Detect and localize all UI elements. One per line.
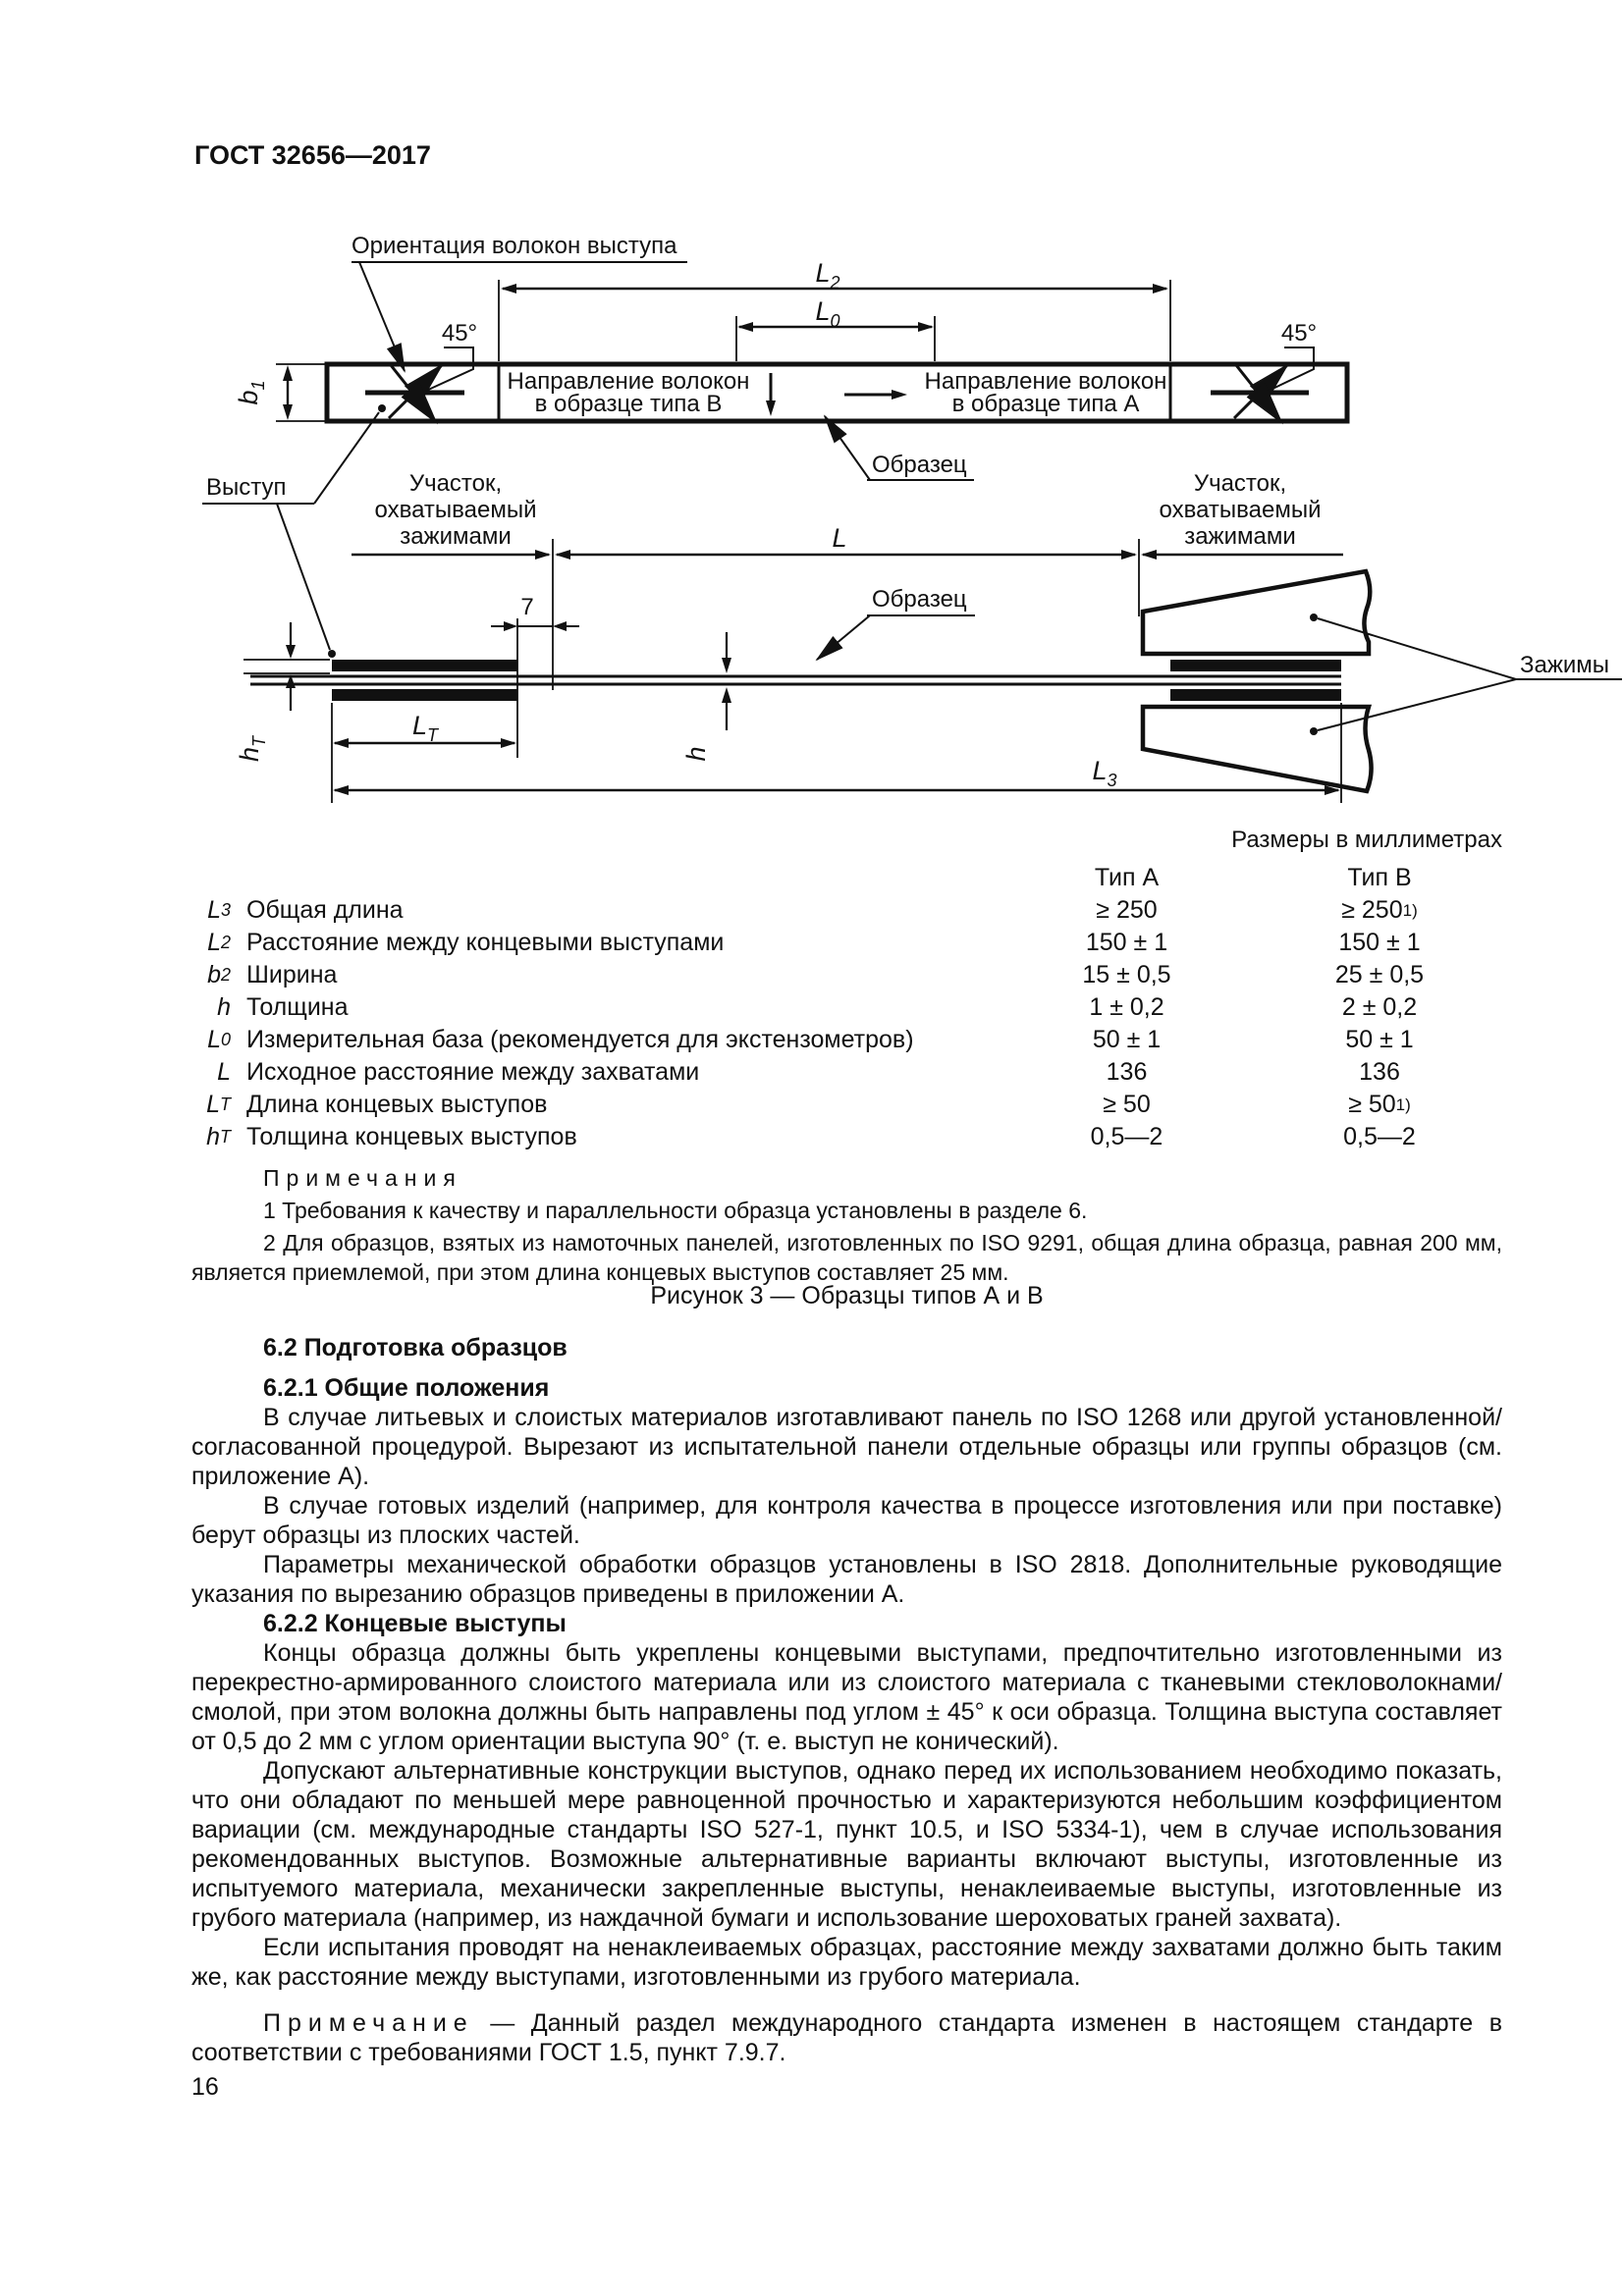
row-symbol: L 2 <box>207 929 231 956</box>
dim-7: 7 <box>520 594 534 620</box>
row-value-b: 136 <box>1359 1058 1400 1086</box>
tab-label: Выступ <box>206 474 287 501</box>
dim-L: L <box>832 523 847 553</box>
section-heading-6-2-2: 6.2.2 Концевые выступы <box>263 1610 567 1637</box>
page-number: 16 <box>191 2073 219 2101</box>
note-item: 2 Для образцов, взятых из намоточных панелей, изготовленных по ISO 9291, общая длина образца, равная 200 мм, является приемлемой, при этом длина концевых выступов составляет 25 мм. <box>191 1230 1502 1285</box>
dim-hT: $h_Т$ <box>235 735 269 763</box>
section-heading-6-2-1: 6.2.1 Общие положения <box>263 1374 550 1402</box>
row-symbol: h <box>217 993 231 1021</box>
note-text: — Данный раздел международного стандарта изменен в настоящем стандарте в соответствии с требованиями ГОСТ 1.5, пункт 7.9.7. <box>191 2009 1502 2066</box>
notes-title: Примечания <box>263 1165 462 1191</box>
body-text <box>191 1322 1502 2067</box>
row-value-a: ≥ 250 <box>1096 896 1158 924</box>
row-description: Ширина <box>246 961 338 988</box>
note-label: Примечание <box>263 2009 474 2037</box>
figure-notes <box>191 1163 1502 1287</box>
row-symbol: L 0 <box>207 1026 231 1053</box>
fiber-direction-type-b: Направление волокон в образце типа В <box>507 368 750 417</box>
dim-L3: $L_3$ <box>1092 756 1117 790</box>
column-header-type-a: Тип А <box>1094 864 1160 891</box>
dim-b1: $b_1$ <box>234 380 268 405</box>
paragraph: В случае готовых изделий (например, для контроля качества в процессе изготовления или при поставке) берут образцы из плоских частей. <box>191 1492 1502 1549</box>
dimensions-table <box>191 862 1527 1153</box>
row-symbol: L Т <box>206 1091 231 1118</box>
paragraph: В случае литьевых и слоистых материалов изготавливают панель по ISO 1268 или другой установленной/согласованной процедурой. Вырезают из испытательной панели отдельные образцы или группы образцов (см. приложение А). <box>191 1404 1502 1490</box>
dim-L0: $L_0$ <box>815 296 840 331</box>
section-note <box>191 2008 1502 2067</box>
row-value-a: 1 ± 0,2 <box>1089 993 1164 1021</box>
row-description: Расстояние между концевыми выступами <box>246 929 725 956</box>
row-description: Длина концевых выступов <box>246 1091 548 1118</box>
fiber-orientation-label: Ориентация волокон выступа <box>352 233 677 259</box>
row-description: Измерительная база (рекомендуется для экстензометров) <box>246 1026 914 1053</box>
row-symbol: L <box>217 1058 231 1086</box>
row-value-b: 25 ± 0,5 <box>1334 961 1425 988</box>
row-value-b: 0,5—2 <box>1343 1123 1416 1150</box>
specimen-label-plan: Образец <box>872 452 967 478</box>
paragraph: Концы образца должны быть укреплены концевыми выступами, предпочтительно изготовленными из перекрестно-армированного слоистого материала или из слоистого материала с тканевыми стекловолокнами/смолой, при этом волокна должны быть направлены под углом ± 45° к оси образца. Толщина выступа составляет от 0,5 до 2 мм с углом ориентации выступа 90° (т. е. выступ не конический). <box>191 1639 1502 1755</box>
page-header: ГОСТ 32656—2017 <box>194 140 431 170</box>
angle-label-left: 45° <box>441 320 478 347</box>
tab-fiber-cross-right <box>1211 347 1314 422</box>
paragraph: Если испытания проводят на ненаклеиваемых образцах, расстояние между захватами должно быть таким же, как расстояние между выступами, изготовленными из грубого материала. <box>191 1934 1502 1991</box>
row-value-b: 50 ± 1 <box>1345 1026 1414 1053</box>
row-description: Исходное расстояние между захватами <box>246 1058 700 1086</box>
side-view <box>243 539 1622 803</box>
row-symbol: b 2 <box>207 961 231 988</box>
units-note: Размеры в миллиметрах <box>1231 827 1502 853</box>
figure-caption: Рисунок 3 — Образцы типов А и В <box>650 1282 1044 1309</box>
figure-3-diagram <box>0 0 1623 815</box>
row-value-a: 15 ± 0,5 <box>1082 961 1171 988</box>
row-description: Толщина <box>246 993 349 1021</box>
row-description: Общая длина <box>246 896 404 924</box>
section-heading-6-2: 6.2 Подготовка образцов <box>263 1334 568 1362</box>
row-symbol: L 3 <box>207 896 231 924</box>
column-header-type-b: Тип В <box>1347 864 1412 891</box>
clamps-label: Зажимы <box>1520 652 1610 678</box>
specimen-bar <box>327 364 1347 421</box>
grip-zone-label-left: Участок, охватываемый зажимами <box>374 470 537 550</box>
row-value-a: 0,5—2 <box>1090 1123 1163 1150</box>
specimen-label-side: Образец <box>872 586 967 613</box>
angle-label-right: 45° <box>1280 320 1318 347</box>
dim-L2: $L_2$ <box>815 258 840 293</box>
row-value-a: 50 ± 1 <box>1092 1026 1162 1053</box>
clamp-upper <box>1143 571 1370 654</box>
clamp-lower <box>1143 707 1372 791</box>
row-value-b: ≥ 50 1) <box>1348 1091 1411 1118</box>
row-value-b: 150 ± 1 <box>1338 929 1421 956</box>
row-value-a: 136 <box>1106 1058 1148 1086</box>
grip-zone-label-right: Участок, охватываемый зажимами <box>1159 470 1322 550</box>
row-value-b: ≥ 250 1) <box>1341 896 1418 924</box>
paragraph: Допускают альтернативные конструкции выступов, однако перед их использованием необходимо показать, что они обладают по меньшей мере равноценной прочностью и характеризуются небольшим коэффициентом вариации (см. международные стандарты ISO 527-1, пункт 10.5, и ISO 5334-1), чем в случае использования рекомендованных выступов. Возможные альтернативные варианты включают выступы, изготовленные из испытуемого материала, механически закрепленные выступы, ненаклеиваемые выступы, изготовленные из грубого материала (например, из наждачной бумаги и использование шероховатых граней захвата). <box>191 1757 1502 1932</box>
dim-h: h <box>681 746 711 762</box>
plan-view <box>202 262 1347 658</box>
row-symbol: h Т <box>206 1123 231 1150</box>
row-description: Толщина концевых выступов <box>246 1123 577 1150</box>
row-value-a: 150 ± 1 <box>1085 929 1168 956</box>
row-value-b: 2 ± 0,2 <box>1341 993 1418 1021</box>
row-value-a: ≥ 50 <box>1103 1091 1151 1118</box>
dim-LT: $L_Т$ <box>411 711 439 745</box>
note-item: 1 Требования к качеству и параллельности образца установлены в разделе 6. <box>263 1198 1088 1223</box>
fiber-direction-type-a: Направление волокон в образце типа А <box>924 368 1167 417</box>
paragraph: Параметры механической обработки образцов установлены в ISO 2818. Дополнительные руководящие указания по вырезанию образцов приведены в приложении А. <box>191 1551 1502 1608</box>
